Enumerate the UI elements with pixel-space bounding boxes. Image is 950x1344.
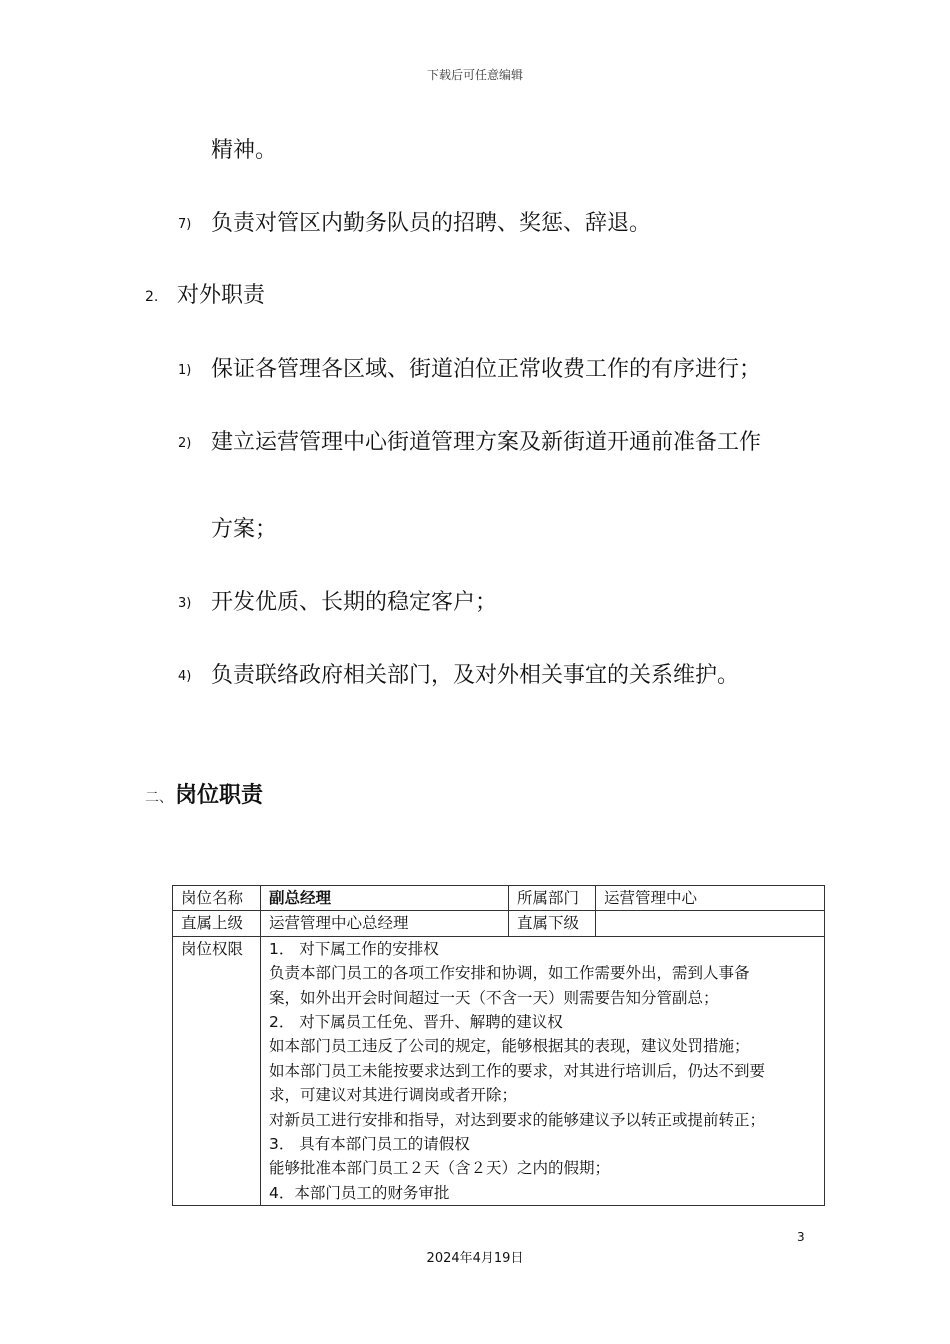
table-row [173, 886, 825, 911]
authority-line: 3． 具有本部门员工的请假权 [269, 1135, 470, 1154]
table-row [173, 936, 825, 1205]
external-item-2-continuation: 方案； [211, 517, 278, 542]
position-name-label: 岗位名称 [173, 886, 261, 911]
department-label: 所属部门 [509, 886, 596, 911]
position-duty-table [172, 885, 825, 1206]
external-item-2-number: 2) [178, 436, 192, 451]
page-header: 下载后可任意编辑 [426, 68, 523, 82]
authority-line: 能够批准本部门员工２天（含２天）之内的假期； [269, 1159, 611, 1178]
subordinate-label: 直属下级 [509, 911, 596, 936]
external-item-4-text: 负责联络政府相关部门，及对外相关事宜的关系维护。 [211, 663, 740, 688]
authority-line: 对新员工进行安排和指导，对达到要求的能够建议予以转正或提前转正； [269, 1110, 766, 1129]
authority-line: 1． 对下属工作的安排权 [269, 939, 439, 958]
position-name-value: 副总经理 [261, 886, 509, 911]
superior-label: 直属上级 [173, 911, 261, 936]
item-7-number: 7) [178, 217, 192, 232]
authority-line: 如本部门员工未能按要求达到工作的要求，对其进行培训后，仍达不到要 [269, 1061, 766, 1080]
authority-line: 如本部门员工违反了公司的规定，能够根据其的表现，建议处罚措施； [269, 1037, 750, 1056]
authority-label: 岗位权限 [173, 936, 261, 1205]
external-duties-heading: 对外职责 [177, 283, 266, 308]
external-item-1-number: 1) [178, 363, 192, 378]
external-item-1-text: 保证各管理各区域、街道泊位正常收费工作的有序进行； [211, 357, 762, 382]
table-row [173, 911, 825, 936]
authority-content [261, 936, 825, 1205]
authority-line: 4．本部门员工的财务审批 [269, 1183, 450, 1202]
item-7-text: 负责对管区内勤务队员的招聘、奖惩、辞退。 [211, 211, 652, 236]
external-item-3-text: 开发优质、长期的稳定客户； [211, 590, 498, 615]
continuation-line: 精神。 [211, 138, 278, 163]
page-number: 3 [797, 1230, 805, 1244]
subordinate-value [596, 911, 825, 936]
external-duties-number: 2. [145, 289, 159, 305]
authority-line: 求，可建议对其进行调岗或者开除； [269, 1086, 518, 1105]
department-value: 运营管理中心 [596, 886, 825, 911]
section-heading [145, 778, 263, 809]
section-title: 岗位职责 [175, 783, 264, 808]
footer-date: 2024年4月19日 [426, 1251, 524, 1266]
authority-line: 案，如外出开会时间超过一天（不含一天）则需要告知分管副总； [269, 988, 719, 1007]
authority-line: 负责本部门员工的各项工作安排和协调，如工作需要外出，需到人事备 [269, 964, 750, 983]
external-item-4-number: 4) [178, 669, 192, 684]
authority-line: 2． 对下属员工任免、晋升、解聘的建议权 [269, 1013, 563, 1032]
external-item-3-number: 3) [178, 596, 192, 611]
section-prefix: 二、 [145, 790, 173, 806]
superior-value: 运营管理中心总经理 [261, 911, 509, 936]
external-item-2-text: 建立运营管理中心街道管理方案及新街道开通前准备工作 [211, 430, 762, 455]
